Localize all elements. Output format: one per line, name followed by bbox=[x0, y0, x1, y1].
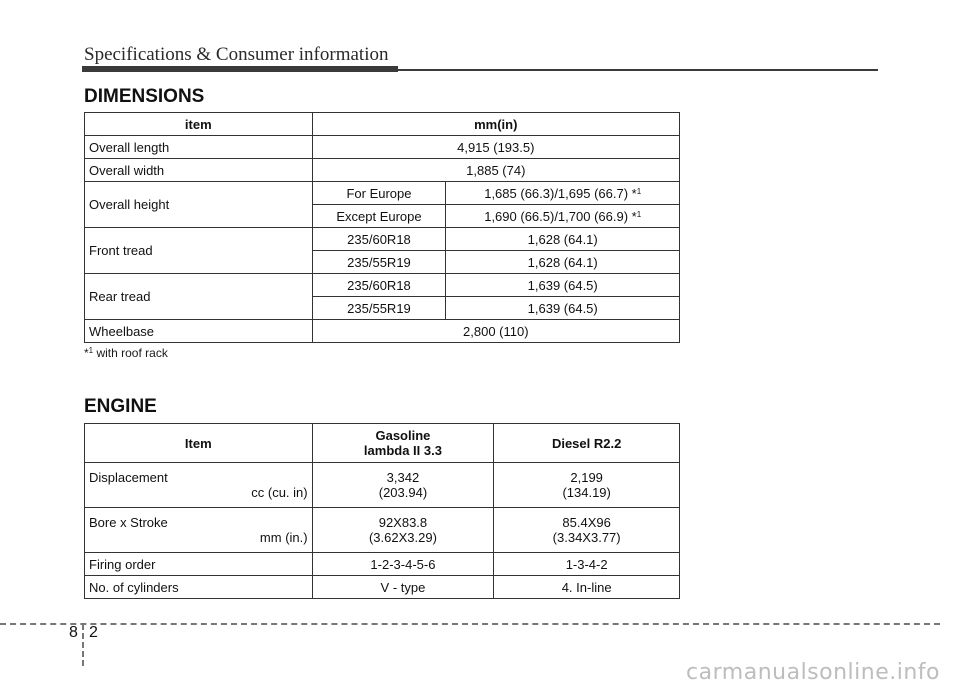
page-header-title: Specifications & Consumer information bbox=[84, 44, 389, 65]
dimensions-table bbox=[84, 112, 680, 343]
col-header-item: Item bbox=[85, 424, 313, 463]
row-label: Wheelbase bbox=[85, 320, 313, 343]
footer-rule bbox=[0, 623, 940, 625]
table-row bbox=[85, 274, 680, 297]
row-condition: For Europe bbox=[312, 182, 446, 205]
row-label: Bore x Stroke mm (in.) bbox=[85, 508, 313, 553]
table-row bbox=[85, 320, 680, 343]
dimensions-title: DIMENSIONS bbox=[84, 86, 205, 107]
table-row bbox=[85, 228, 680, 251]
engine-title: ENGINE bbox=[84, 396, 157, 417]
row-value-diesel: 4. In-line bbox=[494, 576, 680, 599]
row-value: 1,885 (74) bbox=[312, 159, 679, 182]
row-value: 1,628 (64.1) bbox=[446, 251, 680, 274]
row-label: Firing order bbox=[85, 553, 313, 576]
row-label: Displacement cc (cu. in) bbox=[85, 463, 313, 508]
row-label: Overall length bbox=[85, 136, 313, 159]
engine-table bbox=[84, 423, 680, 599]
table-row bbox=[85, 508, 680, 553]
row-tire: 235/55R19 bbox=[312, 251, 446, 274]
footer-divider bbox=[82, 624, 84, 666]
row-value-gasoline: 3,342 (203.94) bbox=[312, 463, 494, 508]
table-row bbox=[85, 463, 680, 508]
chapter-number: 8 bbox=[69, 624, 78, 641]
row-value: 1,685 (66.3)/1,695 (66.7) *$^1$ bbox=[446, 182, 680, 205]
row-tire: 235/55R19 bbox=[312, 297, 446, 320]
row-value-diesel: 85.4X96 (3.34X3.77) bbox=[494, 508, 680, 553]
header-rule-thick bbox=[82, 66, 398, 72]
row-value: 1,639 (64.5) bbox=[446, 274, 680, 297]
row-value-gasoline: 92X83.8 (3.62X3.29) bbox=[312, 508, 494, 553]
page-number: 2 bbox=[89, 624, 98, 641]
table-header-row bbox=[85, 113, 680, 136]
table-header-row bbox=[85, 424, 680, 463]
row-label: No. of cylinders bbox=[85, 576, 313, 599]
row-value: 1,690 (66.5)/1,700 (66.9) *$^1$ bbox=[446, 205, 680, 228]
row-value-gasoline: 1-2-3-4-5-6 bbox=[312, 553, 494, 576]
row-value-gasoline: V - type bbox=[312, 576, 494, 599]
row-value: 1,628 (64.1) bbox=[446, 228, 680, 251]
col-header-value: mm(in) bbox=[312, 113, 679, 136]
row-label: Overall height bbox=[85, 182, 313, 228]
col-header-diesel: Diesel R2.2 bbox=[494, 424, 680, 463]
row-condition: Except Europe bbox=[312, 205, 446, 228]
row-tire: 235/60R18 bbox=[312, 274, 446, 297]
header-rule-thin bbox=[398, 69, 878, 71]
footnote: *$^1$ with roof rack bbox=[84, 346, 168, 360]
row-value: 1,639 (64.5) bbox=[446, 297, 680, 320]
row-value-diesel: 2,199 (134.19) bbox=[494, 463, 680, 508]
row-label: Front tread bbox=[85, 228, 313, 274]
row-value-diesel: 1-3-4-2 bbox=[494, 553, 680, 576]
footnote-mark: 1 bbox=[636, 186, 642, 196]
row-value: 4,915 (193.5) bbox=[312, 136, 679, 159]
footnote-mark: 1 bbox=[636, 209, 642, 219]
col-header-gasoline: Gasoline lambda II 3.3 bbox=[312, 424, 494, 463]
table-row bbox=[85, 576, 680, 599]
row-label: Overall width bbox=[85, 159, 313, 182]
watermark-text: carmanualsonline.info bbox=[686, 660, 940, 685]
table-row bbox=[85, 182, 680, 205]
row-label: Rear tread bbox=[85, 274, 313, 320]
table-row bbox=[85, 136, 680, 159]
col-header-item: item bbox=[85, 113, 313, 136]
row-value: 2,800 (110) bbox=[312, 320, 679, 343]
row-tire: 235/60R18 bbox=[312, 228, 446, 251]
table-row bbox=[85, 159, 680, 182]
table-row bbox=[85, 553, 680, 576]
